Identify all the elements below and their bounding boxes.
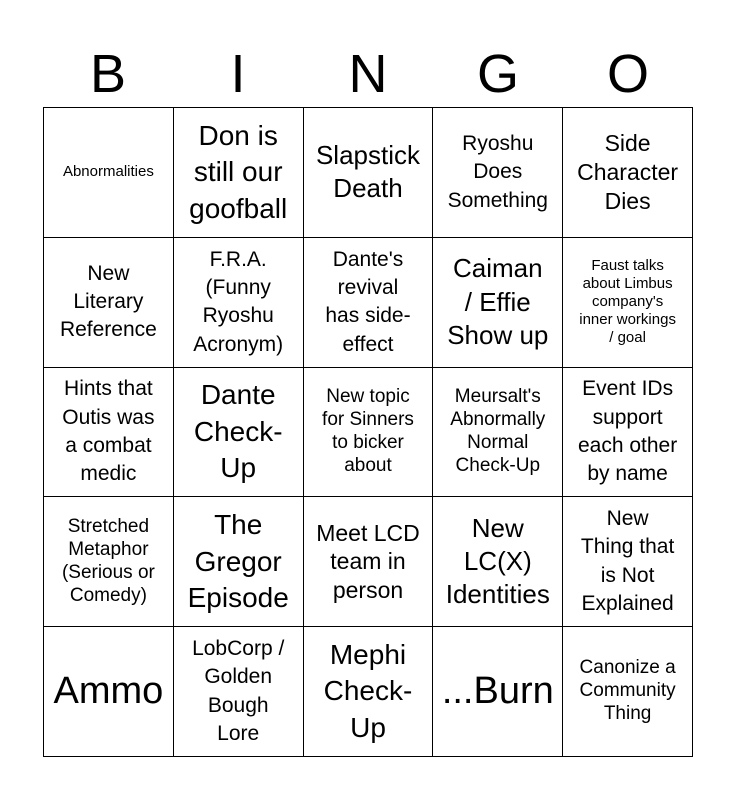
bingo-header <box>43 40 693 108</box>
bingo-cell-r1-c5[interactable]: Side Character Dies <box>563 108 693 238</box>
bingo-cell-r1-c4[interactable]: Ryoshu Does Something <box>433 108 563 238</box>
bingo-cell-r5-c1[interactable]: Ammo <box>44 627 174 757</box>
bingo-cell-r5-c4[interactable]: ...Burn <box>433 627 563 757</box>
bingo-cell-r4-c5[interactable]: New Thing that is Not Explained <box>563 497 693 627</box>
bingo-cell-r2-c5[interactable]: Faust talks about Limbus company's inner workings / goal <box>563 238 693 368</box>
bingo-cell-r2-c4[interactable]: Caiman / Effie Show up <box>433 238 563 368</box>
bingo-cell-r4-c1[interactable]: Stretched Metaphor (Serious or Comedy) <box>44 497 174 627</box>
bingo-cell-r2-c3[interactable]: Dante's revival has side- effect <box>304 238 434 368</box>
bingo-grid <box>43 107 693 757</box>
header-letter-b: B <box>89 44 127 104</box>
bingo-cell-r1-c2[interactable]: Don is still our goofball <box>174 108 304 238</box>
bingo-cell-r3-c2[interactable]: Dante Check- Up <box>174 368 304 498</box>
bingo-cell-r3-c4[interactable]: Meursalt's Abnormally Normal Check-Up <box>433 368 563 498</box>
bingo-cell-r4-c2[interactable]: The Gregor Episode <box>174 497 304 627</box>
bingo-cell-r1-c3[interactable]: Slapstick Death <box>304 108 434 238</box>
bingo-cell-r2-c2[interactable]: F.R.A. (Funny Ryoshu Acronym) <box>174 238 304 368</box>
bingo-cell-r5-c3[interactable]: Mephi Check- Up <box>304 627 434 757</box>
bingo-cell-r1-c1[interactable]: Abnormalities <box>44 108 174 238</box>
header-letter-o: O <box>606 44 649 104</box>
bingo-cell-r5-c2[interactable]: LobCorp / Golden Bough Lore <box>174 627 304 757</box>
bingo-cell-r3-c5[interactable]: Event IDs support each other by name <box>563 368 693 498</box>
header-letter-g: G <box>476 44 519 104</box>
header-letter-n: N <box>348 44 388 104</box>
bingo-cell-r3-c3[interactable]: New topic for Sinners to bicker about <box>304 368 434 498</box>
bingo-cell-r2-c1[interactable]: New Literary Reference <box>44 238 174 368</box>
bingo-cell-r4-c4[interactable]: New LC(X) Identities <box>433 497 563 627</box>
bingo-cell-r5-c5[interactable]: Canonize a Community Thing <box>563 627 693 757</box>
header-letter-i: I <box>230 44 246 104</box>
bingo-cell-r4-c3[interactable]: Meet LCD team in person <box>304 497 434 627</box>
bingo-cell-r3-c1[interactable]: Hints that Outis was a combat medic <box>44 368 174 498</box>
